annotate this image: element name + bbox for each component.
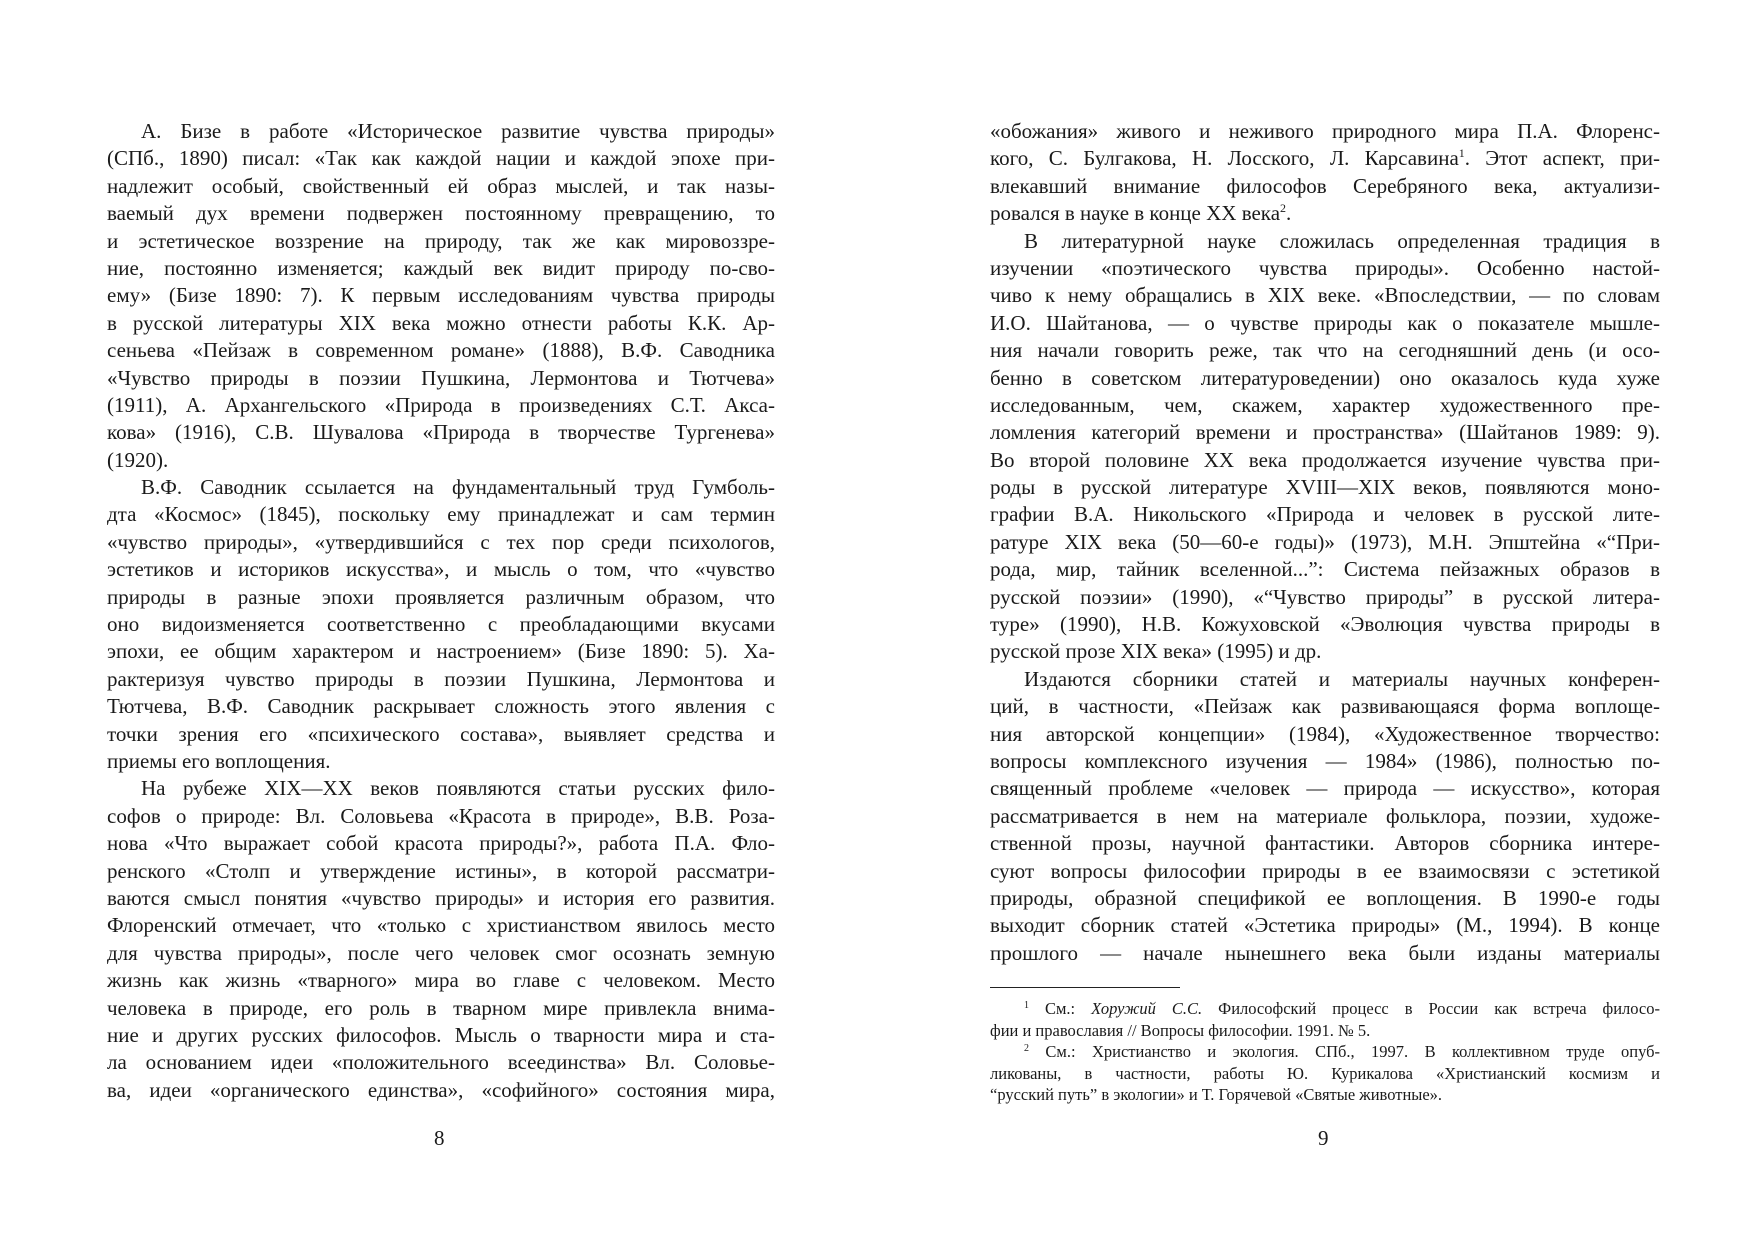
text-line: человека в природе, его роль в тварном мире привлекла внима- bbox=[107, 995, 775, 1020]
page-number-right: 9 bbox=[1318, 1126, 1329, 1150]
text-segment: . bbox=[1286, 201, 1292, 226]
text-line: ренского «Столп и утверждение истины», в которой рассматри- bbox=[107, 858, 775, 883]
text-line: ния начали говорить реже, так что на сегодняшний день (и осо- bbox=[990, 338, 1660, 363]
text-line: рактеризуя чувство природы в поэзии Пушкина, Лермонтова и bbox=[107, 666, 775, 691]
text-line: графии В.А. Никольского «Природа и человек в русской лите- bbox=[990, 502, 1660, 527]
text-line: эстетиков и историков искусства», и мысль о том, что «чувство bbox=[107, 557, 775, 582]
text-line: природы в разные эпохи проявляется различным образом, что bbox=[107, 584, 775, 609]
text-line: ственной прозы, научной фантастики. Авторов сборника интере- bbox=[990, 831, 1660, 856]
text-line: Во второй половине XX века продолжается изучение чувства при- bbox=[990, 447, 1660, 472]
text-line: ния авторской концепции» (1984), «Художественное творчество: bbox=[990, 721, 1660, 746]
text-line: Тютчева, В.Ф. Саводник раскрывает сложность этого явления с bbox=[107, 694, 775, 719]
text-line: прошлого — начале нынешнего века были изданы материалы bbox=[990, 940, 1660, 965]
text-line: ваемый дух времени подвержен постоянному превращению, то bbox=[107, 201, 775, 226]
text-line: сеньева «Пейзаж в современном романе» (1888), В.Ф. Саводника bbox=[107, 338, 775, 363]
text-line: «обожания» живого и неживого природного мира П.А. Флоренс- bbox=[990, 119, 1660, 143]
text-line: «чувство природы», «утвердившийся с тех пор среди психологов, bbox=[107, 529, 775, 554]
text-line: в русской литературы XIX века можно отнести работы К.К. Ар- bbox=[107, 310, 775, 335]
footnotes bbox=[990, 998, 1660, 1106]
text-segment: ровался в науке в конце XX века bbox=[990, 201, 1281, 226]
text-line: выходит сборник статей «Эстетика природы» (М., 1994). В конце bbox=[990, 913, 1660, 938]
text-segment: Философский процесс в России как встреча филосо- bbox=[1202, 999, 1660, 1018]
text-line: На рубеже XIX—XX веков появляются статьи русских фило- bbox=[141, 776, 775, 801]
text-line: вопросы комплексного изучения — 1984» (1986), полностью по- bbox=[990, 748, 1660, 773]
italic-text: Хоружий С.С. bbox=[1091, 999, 1203, 1018]
text-line: оно видоизменяется соответственно с преобладающими вкусами bbox=[107, 612, 775, 637]
text-line: ваются смысл понятия «чувство природы» и история его развития. bbox=[107, 885, 775, 910]
text-line: влекавший внимание философов Серебряного века, актуализи- bbox=[990, 173, 1660, 198]
text-line: точки зрения его «психического состава», выявляет средства и bbox=[107, 721, 775, 746]
text-line: суют вопросы философии природы в ее взаимосвязи с эстетикой bbox=[990, 858, 1660, 883]
text-line: «Чувство природы в поэзии Пушкина, Лермонтова и Тютчева» bbox=[107, 365, 775, 390]
footnote-ref: 2 bbox=[1024, 1043, 1029, 1054]
text-line: рода, мир, тайник вселенной...”: Система пейзажных образов в bbox=[990, 557, 1660, 582]
text-line: (1911), А. Архангельского «Природа в произведениях С.Т. Акса- bbox=[107, 392, 775, 417]
text-line: дта «Космос» (1845), поскольку ему принадлежат и сам термин bbox=[107, 502, 775, 527]
text-line bbox=[990, 998, 1660, 1020]
text-line: русской прозе XIX века» (1995) и др. bbox=[990, 639, 1322, 664]
text-line: “русский путь” в экологии» и Т. Горячевой «Святые животные». bbox=[990, 1085, 1443, 1104]
text-line: бенно в советском литературоведении) оно оказалось куда хуже bbox=[990, 365, 1660, 390]
text-line: ние, постоянно изменяется; каждый век видит природу по-сво- bbox=[107, 255, 775, 280]
text-line: ему» (Бизе 1890: 7). К первым исследованиям чувства природы bbox=[107, 283, 775, 308]
text-line: В литературной науке сложилась определенная традиция в bbox=[1024, 228, 1660, 253]
text-line bbox=[990, 1041, 1660, 1063]
text-line bbox=[990, 200, 1660, 227]
text-segment: . Этот аспект, при- bbox=[1464, 146, 1660, 171]
text-line: и эстетическое воззрение на природу, так же как мировоззре- bbox=[107, 228, 775, 253]
footnote-divider bbox=[990, 987, 1180, 988]
text-line: нова «Что выражает собой красота природы?», работа П.А. Фло- bbox=[107, 831, 775, 856]
text-line: исследованным, чем, скажем, характер художественного пре- bbox=[990, 392, 1660, 417]
text-segment: См.: Христианство и экология. СПб., 1997. В коллективном труде опуб- bbox=[1029, 1042, 1660, 1061]
text-line: надлежит особый, свойственный ей образ мыслей, и так назы- bbox=[107, 173, 775, 198]
text-line: И.О. Шайтанова, — о чувстве природы как о показателе мышле- bbox=[990, 310, 1660, 335]
text-line: (1920). bbox=[107, 447, 169, 472]
text-line: природы, образной спецификой ее воплощения. В 1990-е годы bbox=[990, 885, 1660, 910]
text-line: рассматривается в нем на материале фольклора, поэзии, художе- bbox=[990, 803, 1660, 828]
text-line: приемы его воплощения. bbox=[107, 748, 331, 773]
text-line: Издаются сборники статей и материалы научных конферен- bbox=[1024, 666, 1660, 691]
text-line: для чувства природы», после чего человек смог осознать земную bbox=[107, 940, 775, 965]
text-line: русской поэзии» (1990), «“Чувство природы” в русской литера- bbox=[990, 584, 1660, 609]
text-line: изучении «поэтического чувства природы». Особенно настой- bbox=[990, 255, 1660, 280]
text-line: Флоренский отмечает, что «только с христианством явилось место bbox=[107, 913, 775, 938]
text-line: ние и других русских философов. Мысль о тварности мира и ста- bbox=[107, 1022, 775, 1047]
right-page-text bbox=[990, 118, 1660, 967]
text-line: ва, идеи «органического единства», «софийного» состояния мира, bbox=[107, 1077, 775, 1102]
text-segment: См.: bbox=[1029, 999, 1092, 1018]
page-number-left: 8 bbox=[434, 1126, 445, 1150]
text-line: роды в русской литературе XVIII—XIX веков, появляются моно- bbox=[990, 475, 1660, 500]
footnote-ref: 1 bbox=[1458, 146, 1465, 161]
text-line: ломления категорий времени и пространства» (Шайтанов 1989: 9). bbox=[990, 420, 1660, 445]
text-line: туре» (1990), Н.В. Кожуховской «Эволюция чувства природы в bbox=[990, 612, 1660, 637]
text-line: кова» (1916), С.В. Шувалова «Природа в творчестве Тургенева» bbox=[107, 420, 775, 445]
text-line: ратуре XIX века (50—60-е годы)» (1973), М.Н. Эпштейна «“При- bbox=[990, 529, 1660, 554]
footnote-ref: 2 bbox=[1280, 201, 1287, 216]
footnote-ref: 1 bbox=[1024, 1000, 1029, 1011]
text-line: (СПб., 1890) писал: «Так как каждой нации и каждой эпохе при- bbox=[107, 146, 775, 171]
text-line: ликованы, в частности, работы Ю. Курикалова «Христианский космизм и bbox=[990, 1063, 1660, 1083]
text-line: фии и православия // Вопросы философии. 1991. № 5. bbox=[990, 1020, 1371, 1040]
text-line: ций, в частности, «Пейзаж как развивающаяся форма воплоще- bbox=[990, 694, 1660, 719]
text-line: ла основанием идеи «положительного всеединства» Вл. Соловье- bbox=[107, 1050, 775, 1075]
text-line: чиво к нему обращались в XIX веке. «Впоследствии, — по словам bbox=[990, 283, 1660, 308]
text-line: жизнь как жизнь «тварного» мира во главе с человеком. Место bbox=[107, 968, 775, 993]
text-segment: кого, С. Булгакова, Н. Лосского, Л. Карсавина bbox=[990, 146, 1459, 171]
left-page-text bbox=[107, 118, 775, 1104]
text-line: эпохи, ее общим характером и настроением» (Бизе 1890: 5). Ха- bbox=[107, 639, 775, 664]
text-line: софов о природе: Вл. Соловьева «Красота в природе», В.В. Роза- bbox=[107, 803, 775, 828]
text-line: В.Ф. Саводник ссылается на фундаментальный труд Гумболь- bbox=[141, 475, 775, 500]
text-line: священный проблеме «человек — природа — искусство», которая bbox=[990, 776, 1660, 801]
text-line: А. Бизе в работе «Историческое развитие чувства природы» bbox=[141, 119, 775, 143]
text-line bbox=[990, 145, 1660, 172]
